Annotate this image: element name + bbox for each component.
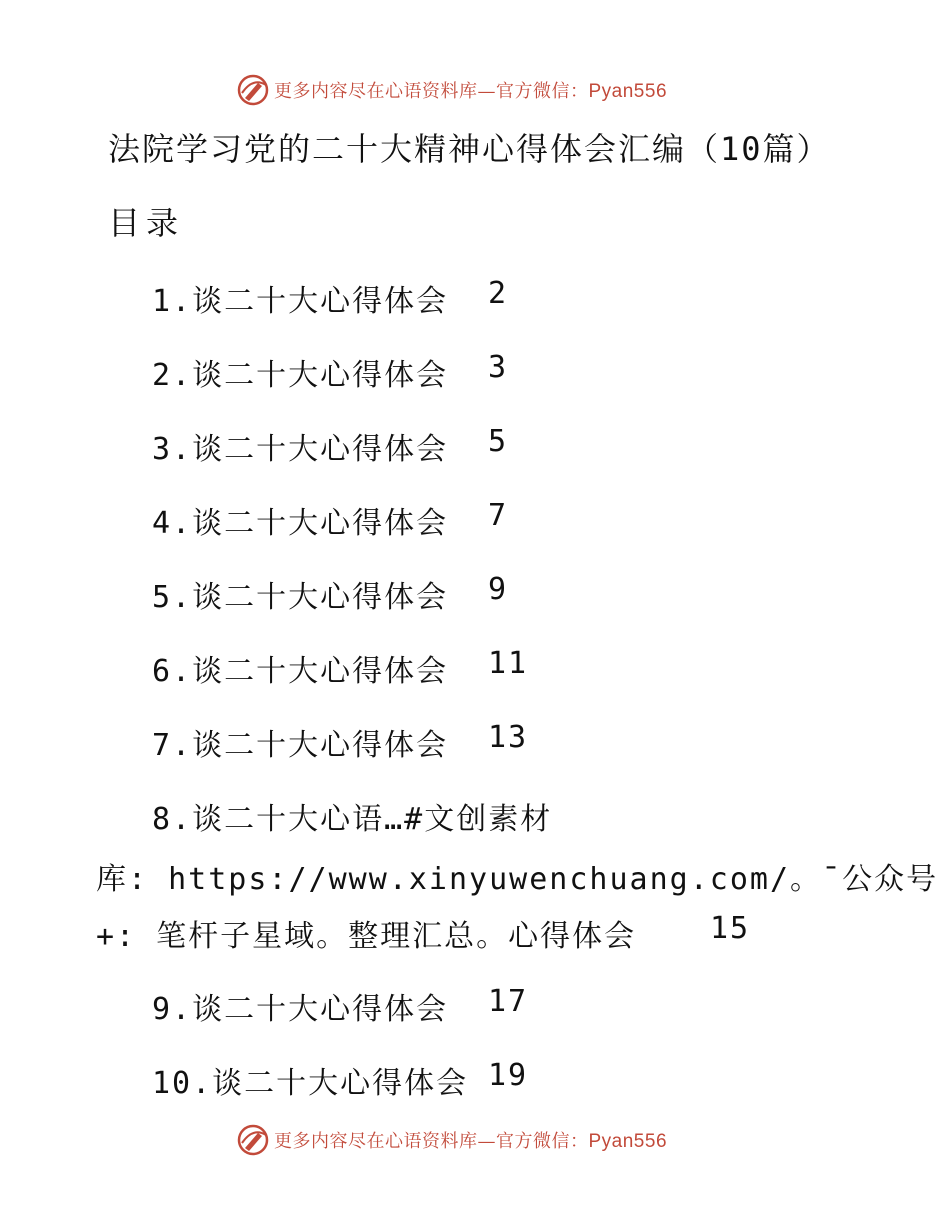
toc-item-9[interactable] (152, 984, 529, 1028)
toc-item-label: 7.谈二十大心得体会 (152, 728, 449, 763)
toc-item-6[interactable] (152, 646, 529, 690)
toc-item-label: 5.谈二十大心得体会 (152, 580, 449, 615)
toc-item-page: 11 (488, 646, 529, 681)
toc-item-page: 9 (488, 572, 509, 607)
toc-item-page: 5 (488, 424, 509, 459)
toc-item-page: 7 (488, 498, 509, 533)
toc-item-8-line2[interactable]: 库: https://www.xinyuwenchuang.com/。¯公众号 (96, 862, 939, 897)
toc-item-label: 9.谈二十大心得体会 (152, 992, 449, 1027)
toc-item-label: 10.谈二十大心得体会 (152, 1066, 469, 1101)
watermark-text: 更多内容尽在心语资料库—官方微信：Pyan556 (274, 1131, 668, 1152)
toc-item-page: 3 (488, 350, 509, 385)
toc-item-label: 4.谈二十大心得体会 (152, 506, 449, 541)
watermark-banner-top (236, 72, 716, 108)
toc-item-2[interactable] (152, 350, 509, 394)
toc-item-label: 3.谈二十大心得体会 (152, 432, 449, 467)
document-title: 法院学习党的二十大精神心得体会汇编（10篇） (108, 130, 831, 168)
toc-item-7[interactable] (152, 720, 529, 764)
toc-item-label: 2.谈二十大心得体会 (152, 358, 449, 393)
toc-item-page: 17 (488, 984, 529, 1019)
toc-item-3[interactable] (152, 424, 509, 468)
toc-item-1[interactable] (152, 276, 509, 320)
toc-item-8-line1[interactable]: 8.谈二十大心语…#文创素材 (152, 802, 553, 837)
toc-item-label: 1.谈二十大心得体会 (152, 284, 449, 319)
toc-heading: 目录 (108, 204, 185, 242)
toc-item-page: 2 (488, 276, 509, 311)
toc-item-page: 19 (488, 1058, 529, 1093)
toc-item-5[interactable] (152, 572, 509, 616)
toc-item-label: 6.谈二十大心得体会 (152, 654, 449, 689)
toc-item-4[interactable] (152, 498, 509, 542)
toc-item-8-line3[interactable]: +: 笔杆子星域。整理汇总。心得体会 15 (96, 911, 751, 954)
toc-item-10[interactable] (152, 1058, 529, 1102)
watermark-banner-bottom (236, 1122, 716, 1158)
pen-logo-icon (236, 73, 270, 107)
toc-item-page: 13 (488, 720, 529, 755)
toc-item-page: 15 (710, 911, 751, 946)
watermark-text: 更多内容尽在心语资料库—官方微信：Pyan556 (274, 81, 668, 102)
pen-logo-icon (236, 1123, 270, 1157)
